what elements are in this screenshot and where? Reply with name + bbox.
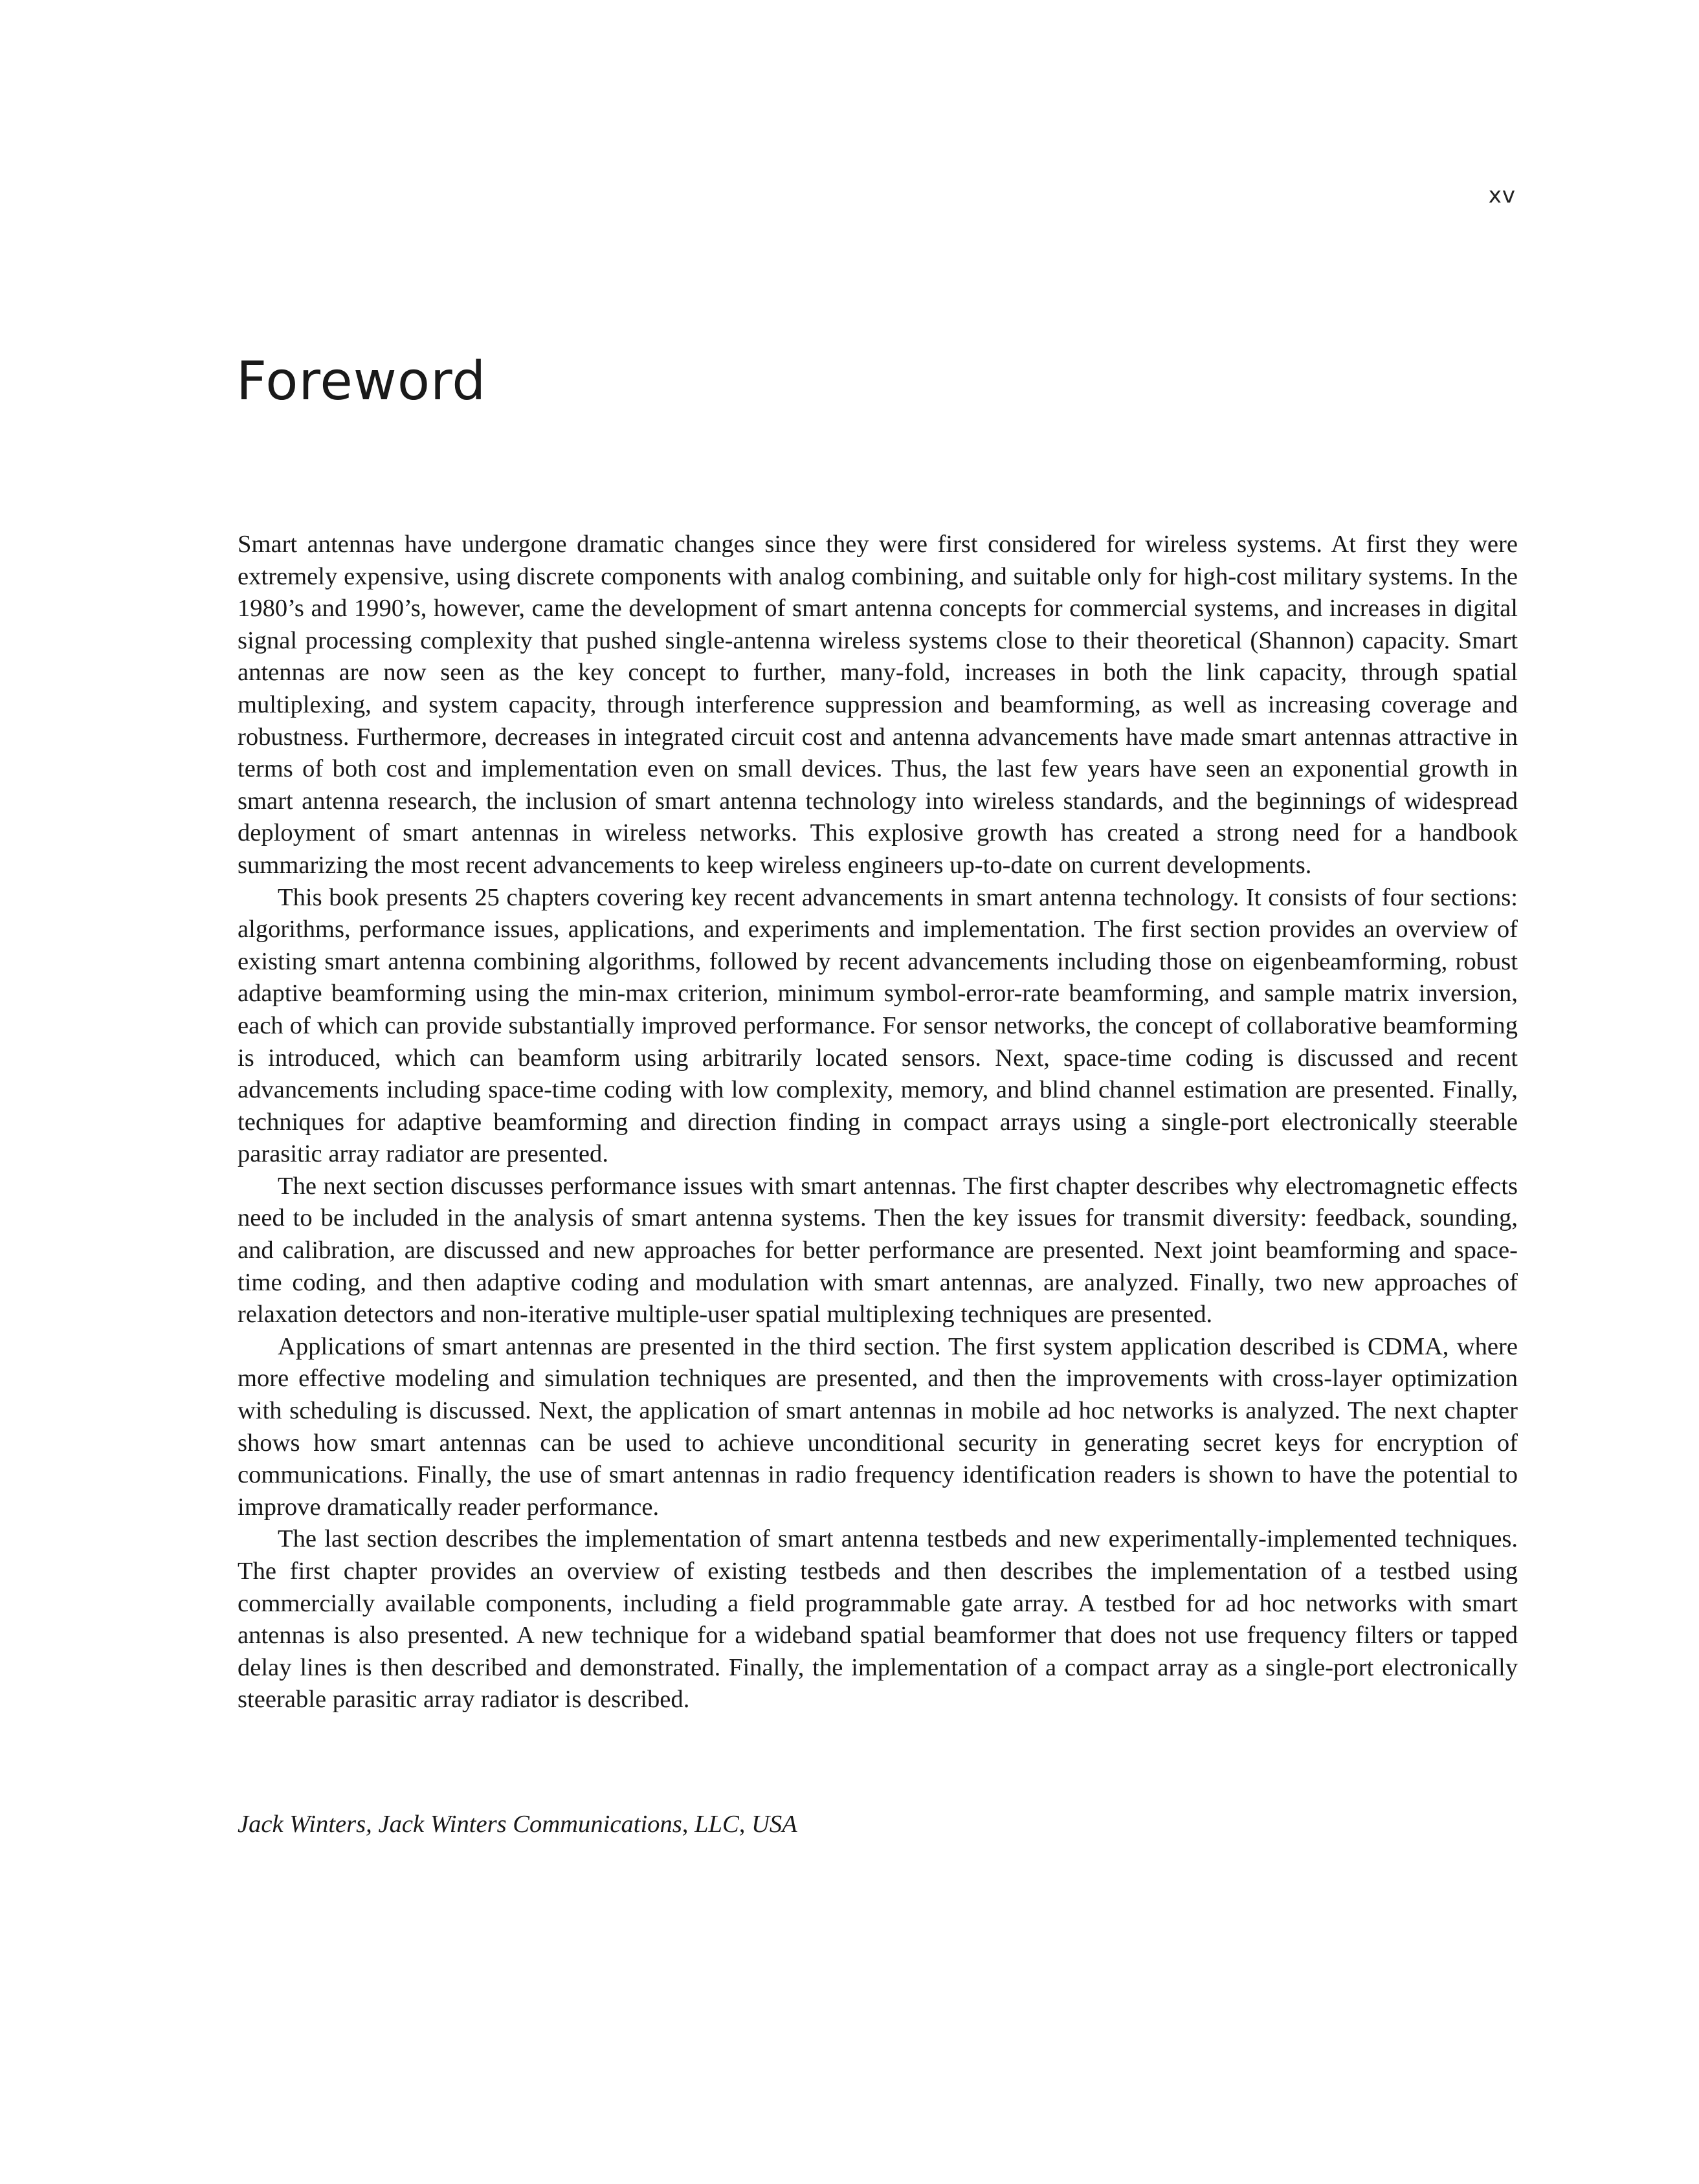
paragraph-2: This book presents 25 chapters covering key recent advancements in smart antenna technology. It consists of four sections: algorithms, performance issues, applications, and experiments and implementation. The first section provides an overview of existing smart antenna combining algorithms, followed by recent advancements including those on eigenbeamforming, robust adaptive beamforming using the min-max criterion, minimum symbol-error-rate beamforming, and sample matrix inversion, each of which can provide substantially improved performance. For sensor networks, the concept of collaborative beamforming is introduced, which can beamform using arbitrarily located sensors. Next, space-time coding is discussed and recent advancements including space-time coding with low complexity, memory, and blind channel estimation are presented. Finally, techniques for adaptive beamforming and direction finding in compact arrays using a single-port electronically steerable parasitic array radiator are presented. <box>238 883 1518 1168</box>
author-signature: Jack Winters, Jack Winters Communications, LLC, USA <box>238 1811 797 1838</box>
page-number: xv <box>1488 182 1516 208</box>
foreword-body <box>238 529 1518 1716</box>
paragraph-1: Smart antennas have undergone dramatic changes since they were first considered for wireless systems. At first they were extremely expensive, using discrete components with analog combining, and suitable only for high-cost military systems. In the 1980’s and 1990’s, however, came the development of smart antenna concepts for commercial systems, and increases in digital signal processing complexity that pushed single-antenna wireless systems close to their theoretical (Shannon) capacity. Smart antennas are now seen as the key concept to further, many-fold, increases in both the link capacity, through spatial multiplexing, and system capacity, through interference suppression and beamforming, as well as increasing coverage and robustness. Furthermore, decreases in integrated circuit cost and antenna advancements have made smart antennas attractive in terms of both cost and implementation even on small devices. Thus, the last few years have seen an exponential growth in smart antenna research, the inclusion of smart antenna technology into wireless standards, and the beginnings of widespread deployment of smart antennas in wireless networks. This explosive growth has created a strong need for a handbook summarizing the most recent advancements to keep wireless engineers up-to-date on current developments. <box>238 531 1518 879</box>
paragraph-5: The last section describes the implementation of smart antenna testbeds and new experimentally-implemented techniques. The first chapter provides an overview of existing testbeds and then describes the implementation of a testbed using commercially available components, including a field programmable gate array. A testbed for ad hoc networks with smart antennas is also presented. A new technique for a wideband spatial beamformer that does not use frequency filters or tapped delay lines is then described and demonstrated. Finally, the implementation of a compact array as a single-port electronically steerable parasitic array radiator is described. <box>238 1525 1518 1714</box>
paragraph-3: The next section discusses performance issues with smart antennas. The first chapter describes why electromagnetic effects need to be included in the analysis of smart antenna systems. Then the key issues for transmit diversity: feedback, sounding, and calibration, are discussed and new approaches for better performance are presented. Next joint beamforming and space-time coding, and then adaptive coding and modulation with smart antennas, are analyzed. Finally, two new approaches of relaxation detectors and non-iterative multiple-user spatial multiplexing techniques are presented. <box>238 1172 1518 1329</box>
paragraph-4: Applications of smart antennas are presented in the third section. The first system application described is CDMA, where more effective modeling and simulation techniques are presented, and then the improvements with cross-layer optimization with scheduling is discussed. Next, the application of smart antennas in mobile ad hoc networks is analyzed. The next chapter shows how smart antennas can be used to achieve unconditional security in generating secret keys for encryption of communications. Finally, the use of smart antennas in radio frequency identification readers is shown to have the potential to improve dramatically reader performance. <box>238 1332 1518 1521</box>
page-title: Foreword <box>236 351 487 412</box>
